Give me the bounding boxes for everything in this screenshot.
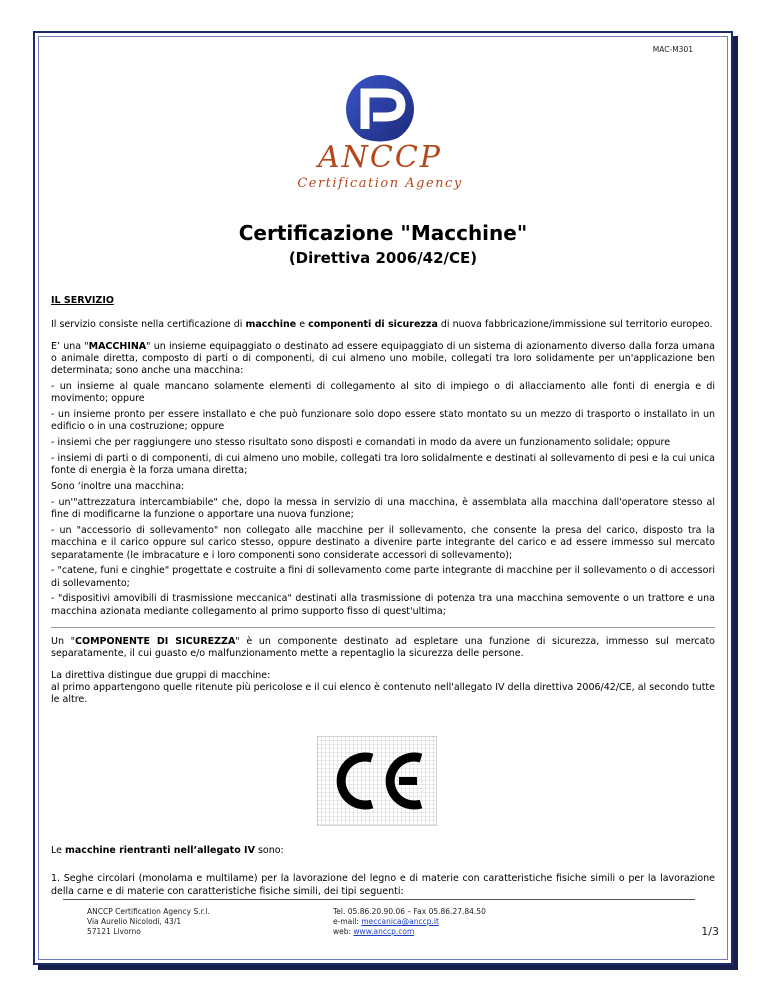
main-content [51, 295, 715, 710]
page-subtitle: (Direttiva 2006/42/CE) [288, 249, 478, 267]
footer-divider [63, 899, 695, 900]
intro-paragraph: Il servizio consiste nella certificazione di macchine e componenti di sicurezza di nuova fabbricazione/immissione sul territorio europeo. [51, 319, 713, 331]
section-heading: IL SERVIZIO [51, 295, 114, 306]
footer-email-line: e-mail: meccanica@anccp.it [333, 917, 439, 926]
ce-mark-icon [317, 736, 437, 826]
groups-intro: La direttiva distingue due gruppi di macchine: [51, 669, 271, 681]
footer-address [87, 907, 210, 937]
list-item: - "catene, funi e cinghie" progettate e costruite a fini di sollevamento come parte integrante di macchine per il sollevamento o di accessori di sollevamento; [51, 565, 715, 589]
annex-intro: Le macchine rientranti nell’allegato IV sono: [51, 845, 284, 856]
page-number: 1/3 [701, 925, 719, 938]
document-code: MAC-M301 [652, 45, 693, 54]
annex-section [51, 845, 715, 898]
footer-contacts [333, 907, 486, 937]
email-link[interactable]: meccanica@anccp.it [361, 917, 439, 926]
divider [51, 627, 715, 628]
web-link[interactable]: www.anccp.com [353, 927, 415, 936]
component-definition: Un "COMPONENTE DI SICUREZZA" è un componente destinato ad espletare una funzione di sicurezza, immesso sul mercato separatamente, il cui guasto e/o malfunzionamento mette a repentaglio la sicurezza delle persone. [51, 636, 715, 660]
footer-street: Via Aurelio Nicolodi, 43/1 [87, 917, 182, 926]
list-item: - un'"attrezzatura intercambiabile" che, dopo la messa in servizio di una macchina, è assemblata alla macchina dall'operatore stesso al fine di modificarne la funzione o apportare una nuova funzione; [51, 496, 715, 521]
footer-web-line: web: www.anccp.com [333, 927, 415, 936]
title-block [35, 221, 731, 267]
list-item: - "dispositivi amovibili di trasmissione meccanica" destinati alla trasmissione di potenza tra una macchina semovente o un trattore e una macchina azionata mediante collegamento al primo supporto fisso di quest'ultima; [51, 593, 715, 617]
also-machine-label: Sono ‘inoltre una macchina: [51, 481, 185, 493]
annex-item-1: 1. Seghe circolari (monolama e multilame) per la lavorazione del legno e di materie con caratteristiche fisiche simili o per la lavorazione della carne e di materie con caratteristiche fisiche simili, dei tipi seguenti: [51, 873, 715, 897]
machine-definition: E’ una "MACCHINA" un insieme equipaggiato o destinato ad essere equipaggiato di un sistema di azionamento diverso dalla forza umana o animale diretta, composto di parti o di componenti, di cui almeno uno mobile, collegati tra loro solidamente per un'applicazione ben determinata; sono anche una macchina: [51, 340, 715, 377]
footer-city: 57121 Livorno [87, 927, 141, 936]
list-item: - un insieme al quale mancano solamente elementi di collegamento al sito di impiego o di allacciamento alle fonti di energia e di movimento; oppure [51, 380, 715, 405]
footer-company: ANCCP Certification Agency S.r.l. [87, 907, 210, 916]
svg-text:Certification Agency: Certification Agency [297, 176, 463, 191]
groups-text: al primo appartengono quelle ritenute più pericolose e il cui elenco è contenuto nell'allegato IV della direttiva 2006/42/CE, al secondo tutte le altre. [51, 681, 715, 706]
list-item: - un "accessorio di sollevamento" non collegato alle macchine per il sollevamento, che consente la presa del carico, disposto tra la macchina e il carico oppure sul carico stesso, oppure destinato a divenire parte integrante del carico e ad essere immesso sul mercato separatamente (le imbracature e i loro componenti sono considerate accessori di sollevamento); [51, 524, 715, 561]
anccp-logo [285, 71, 475, 191]
footer-phone: Tel. 05.86.20.90.06 – Fax 05.86.27.84.50 [333, 907, 486, 916]
document-page [33, 31, 733, 965]
list-item: - insiemi che per raggiungere uno stesso risultato sono disposti e comandati in modo da avere un funzionamento solidale; oppure [51, 437, 671, 449]
list-item: - insiemi di parti o di componenti, di cui almeno uno mobile, collegati tra loro solidalmente e destinati al sollevamento di pesi e la cui unica fonte di energia è la forza umana diretta; [51, 452, 715, 477]
list-item: - un insieme pronto per essere installato e che può funzionare solo dopo essere stato montato su un mezzo di trasporto o installato in un edificio o in una costruzione; oppure [51, 409, 715, 433]
svg-text:ANCCP: ANCCP [317, 140, 443, 175]
page-title: Certificazione "Macchine" [238, 221, 528, 245]
